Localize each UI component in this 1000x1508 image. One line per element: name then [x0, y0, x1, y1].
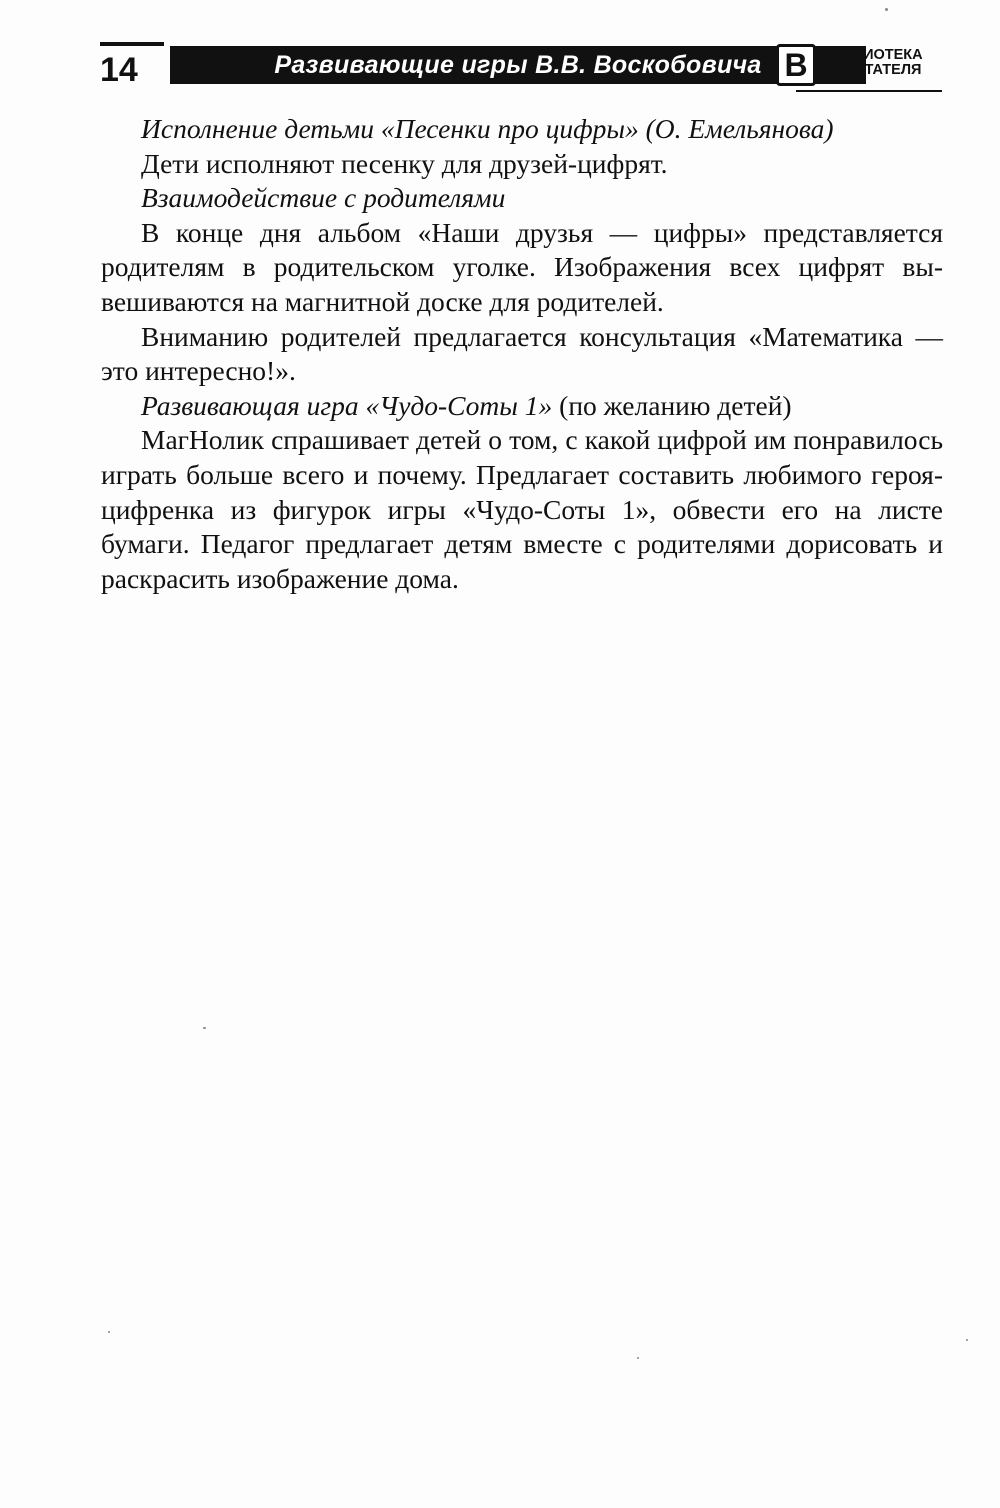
speck	[966, 1339, 968, 1341]
game-note: (по желанию детей)	[552, 389, 792, 421]
page-header	[100, 42, 942, 94]
running-title: Развивающие игры В.В. Воскобовича	[170, 46, 866, 84]
paragraph-album: В конце дня альбом «Наши друзья — цифры» представляется родителям в родительском уголке. Изображения всех цифрят вывешиваются на магнитной доске для родителей.	[101, 216, 943, 317]
subheading-parents: Взаимодействие с родителями	[141, 182, 506, 214]
paragraph-song: Дети исполняют песенку для друзей-цифрят.	[141, 147, 668, 179]
speck	[885, 8, 888, 11]
game-title: Развивающая игра «Чудо-Соты 1»	[141, 389, 553, 421]
speck	[637, 1357, 639, 1359]
series-logo-line2: ОСПИТАТЕЛЯ	[822, 62, 922, 78]
main-text	[101, 112, 943, 596]
series-logo-rule	[796, 90, 942, 92]
speck	[108, 1331, 110, 1333]
paragraph-magnolik: МагНолик спрашивает детей о том, с какой цифрой им понравилось играть больше всего и почему. Предлагает составить любимого героя-цифренка из фигурок игры «Чудо-Соты 1», обвести его на листе бумаги. Педагог предлагает детям вместе с родителями дорисовать и раскрасить изображение дома.	[101, 424, 943, 594]
series-logo	[776, 42, 942, 94]
subheading-game	[101, 389, 943, 424]
paragraph-consultation: Вниманию родителей предлагается консультация «Математика — это интересно!».	[101, 320, 943, 387]
subheading-song: Исполнение детьми «Песенки про цифры» (О. Емельянова)	[141, 113, 834, 144]
speck	[203, 1027, 206, 1029]
series-logo-text	[822, 48, 923, 78]
series-logo-line1: БИБЛИОТЕКА	[822, 47, 923, 63]
page-number: 14	[100, 42, 164, 90]
series-logo-letter: В	[776, 44, 816, 86]
